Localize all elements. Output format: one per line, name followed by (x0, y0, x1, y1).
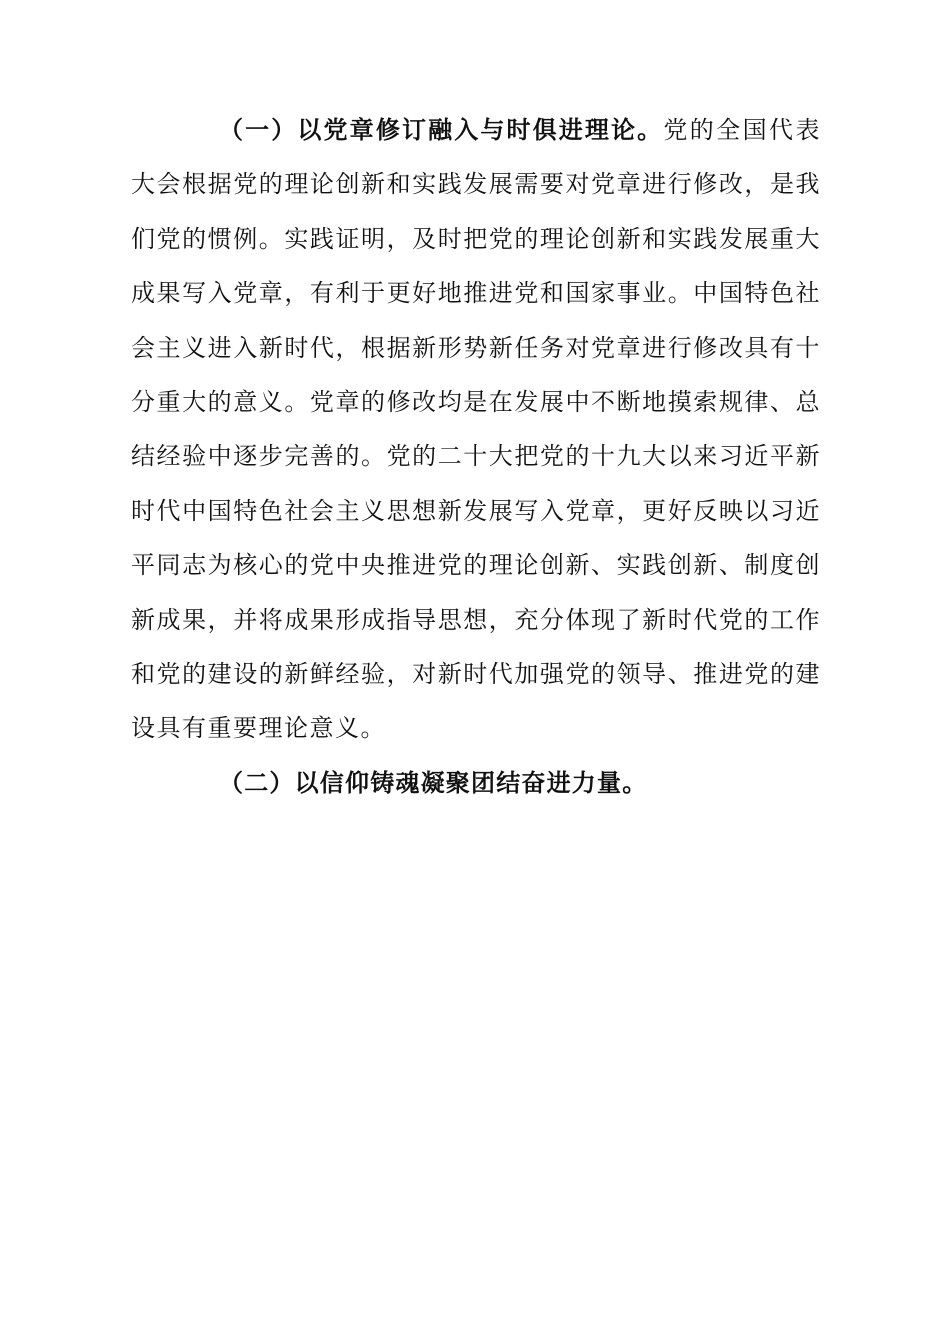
document-body (131, 103, 821, 810)
section-2-paragraph (131, 756, 821, 810)
section-1-body: 党的全国代表大会根据党的理论创新和实践发展需要对党章进行修改，是我们党的惯例。实践证明，及时把党的理论创新和实践发展重大成果写入党章，有利于更好地推进党和国家事业。中国特色社会主义进入新时代，根据新形势新任务对党章进行修改具有十分重大的意义。党章的修改均是在发展中不断地摸索规律、总结经验中逐步完善的。党的二十大把党的十九大以来习近平新时代中国特色社会主义思想新发展写入党章，更好反映以习近平同志为核心的党中央推进党的理论创新、实践创新、制度创新成果，并将成果形成指导思想，充分体现了新时代党的工作和党的建设的新鲜经验，对新时代加强党的领导、推进党的建设具有重要理论意义。 (131, 116, 821, 743)
section-2-heading: （二）以信仰铸魂凝聚团结奋进力量。 (219, 768, 648, 797)
section-1-heading: （一）以党章修订融入与时俱进理论。 (219, 116, 664, 144)
section-1-paragraph (131, 103, 821, 756)
